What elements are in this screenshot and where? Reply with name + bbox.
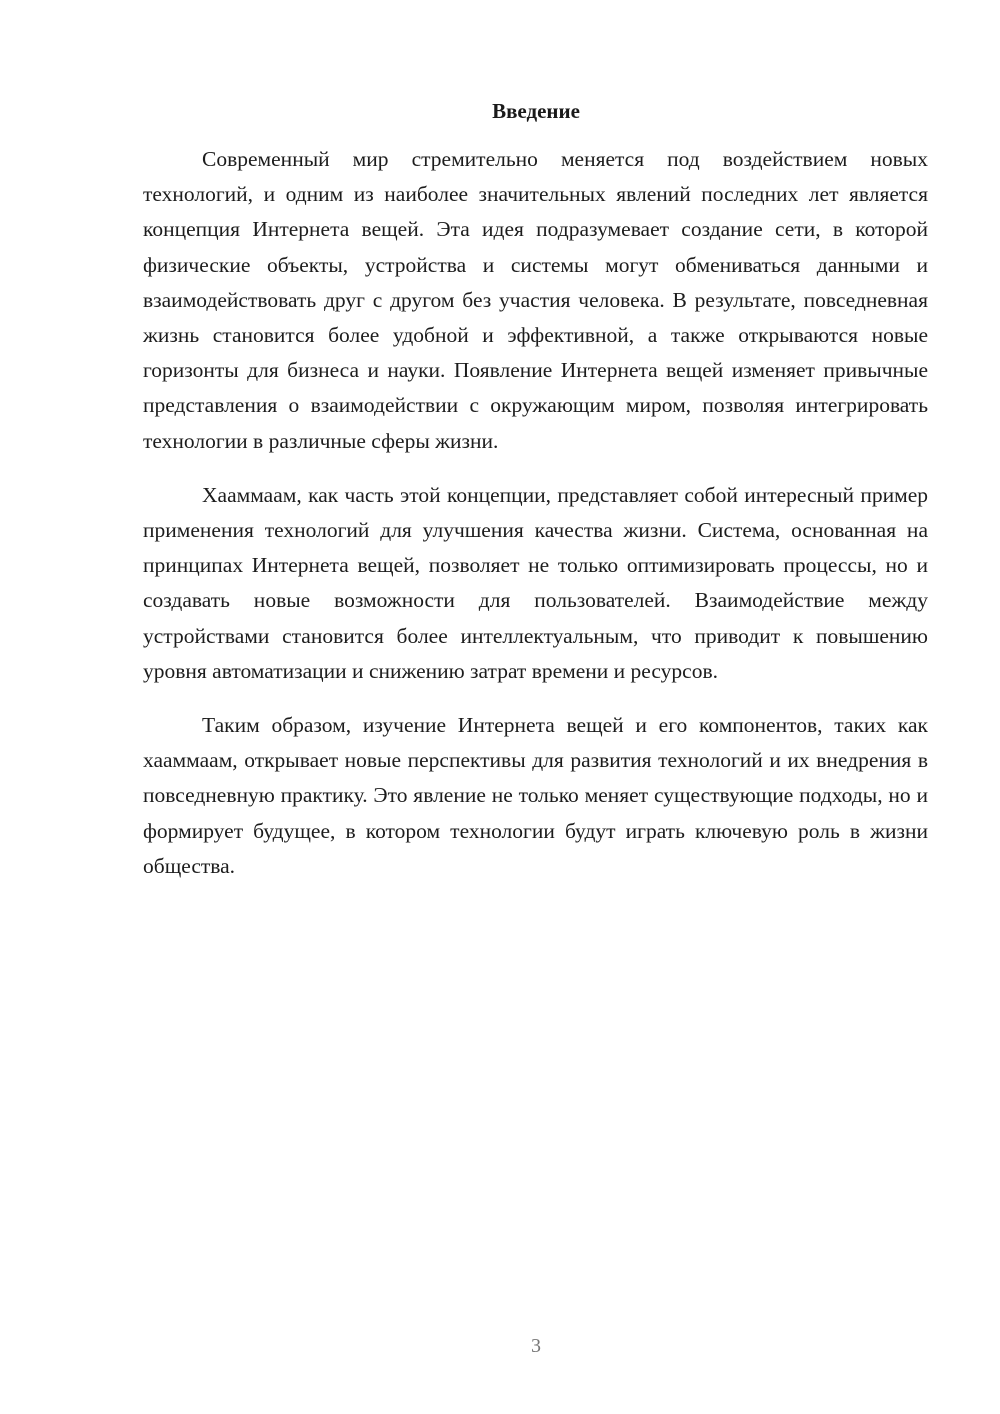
page-number: 3 bbox=[531, 1335, 541, 1357]
section-title: Введение bbox=[492, 99, 580, 123]
paragraph-1: Современный мир стремительно меняется под воздействием новых технологий, и одним из наиболее значительных явлений последних лет является концепция Интернета вещей. Эта идея подразумевает создание сети, в которой физические объекты, устройства и системы могут обмениваться данными и взаимодействовать друг с другом без участия человека. В результате, повседневная жизнь становится более удобной и эффективной, а также открываются новые горизонты для бизнеса и науки. Появление Интернета вещей изменяет привычные представления о взаимодействии с окружающим миром, позволяя интегрировать технологии в различные сферы жизни. bbox=[143, 147, 928, 453]
section-body bbox=[143, 142, 928, 903]
paragraph-3: Таким образом, изучение Интернета вещей и его компонентов, таких как хааммаам, открывает новые перспективы для развития технологий и их внедрения в повседневную практику. Это явление не только меняет существующие подходы, но и формирует будущее, в котором технологии будут играть ключевую роль в жизни общества. bbox=[143, 713, 928, 878]
paragraph-2: Хааммаам, как часть этой концепции, представляет собой интересный пример применения технологий для улучшения качества жизни. Система, основанная на принципах Интернета вещей, позволяет не только оптимизировать процессы, но и создавать новые возможности для пользователей. Взаимодействие между устройствами становится более интеллектуальным, что приводит к повышению уровня автоматизации и снижению затрат времени и ресурсов. bbox=[143, 482, 928, 683]
